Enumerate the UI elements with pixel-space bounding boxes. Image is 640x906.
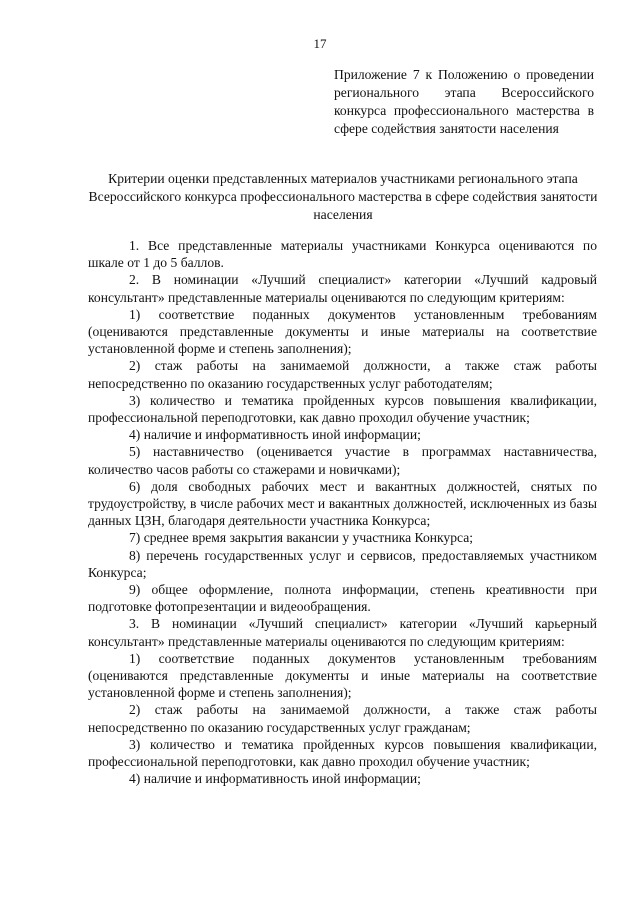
paragraph: 5) наставничество (оценивается участие в программах наставничества, количество часов работы со стажерами и новичками);: [88, 444, 597, 477]
document-body: [88, 237, 597, 788]
paragraph: 1. Все представленные материалы участниками Конкурса оцениваются по шкале от 1 до 5 баллов.: [88, 238, 597, 271]
paragraph: 3) количество и тематика пройденных курсов повышения квалификации, профессиональной переподготовки, как давно проходил обучение участник;: [88, 736, 597, 770]
paragraph: 3) количество и тематика пройденных курсов повышения квалификации, профессиональной переподготовки, как давно проходил обучение участник;: [88, 392, 597, 426]
document-title: Критерии оценки представленных материалов участниками регионального этапа Всероссийского конкурса профессионального мастерства в сфере содействия занятости населения: [88, 171, 598, 222]
paragraph: 2) стаж работы на занимаемой должности, а также стаж работы непосредственно по оказанию государственных услуг работодателям;: [88, 358, 597, 391]
paragraph: 8) перечень государственных услуг и сервисов, предоставляемых участником Конкурса;: [88, 547, 597, 580]
paragraph: 6) доля свободных рабочих мест и вакантных должностей, снятых по трудоустройству, в числе рабочих мест и вакантных должностей, исключенных из базы данных ЦЗН, благодаря деятельности участника Конкурса;: [88, 478, 597, 529]
paragraph: 4) наличие и информативность иной информации;: [129, 427, 421, 443]
paragraph: 9) общее оформление, полнота информации, степень креативности при подготовке фотопрезентации и видеообращения.: [88, 582, 597, 615]
paragraph: 4) наличие и информативность иной информации;: [129, 771, 421, 787]
page-number: 17: [313, 36, 327, 51]
paragraph: 2. В номинации «Лучший специалист» категории «Лучший кадровый консультант» представленные материалы оцениваются по следующим критериям:: [88, 272, 597, 305]
paragraph: 1) соответствие поданных документов установленным требованиям (оцениваются представленные документы и иные материалы на соответствие установленной форме и степень заполнения);: [88, 306, 597, 357]
paragraph: 2) стаж работы на занимаемой должности, а также стаж работы непосредственно по оказанию государственных услуг гражданам;: [88, 702, 597, 735]
paragraph: 3. В номинации «Лучший специалист» категории «Лучший карьерный консультант» представленные материалы оцениваются по следующим критериям:: [88, 616, 597, 649]
paragraph: 1) соответствие поданных документов установленным требованиям (оцениваются представленные документы и иные материалы на соответствие установленной форме и степень заполнения);: [88, 650, 597, 701]
appendix-note: Приложение 7 к Положению о проведении регионального этапа Всероссийского конкурса профессионального мастерства в сфере содействия занятости населения: [334, 67, 594, 136]
paragraph: 7) среднее время закрытия вакансии у участника Конкурса;: [129, 530, 474, 546]
